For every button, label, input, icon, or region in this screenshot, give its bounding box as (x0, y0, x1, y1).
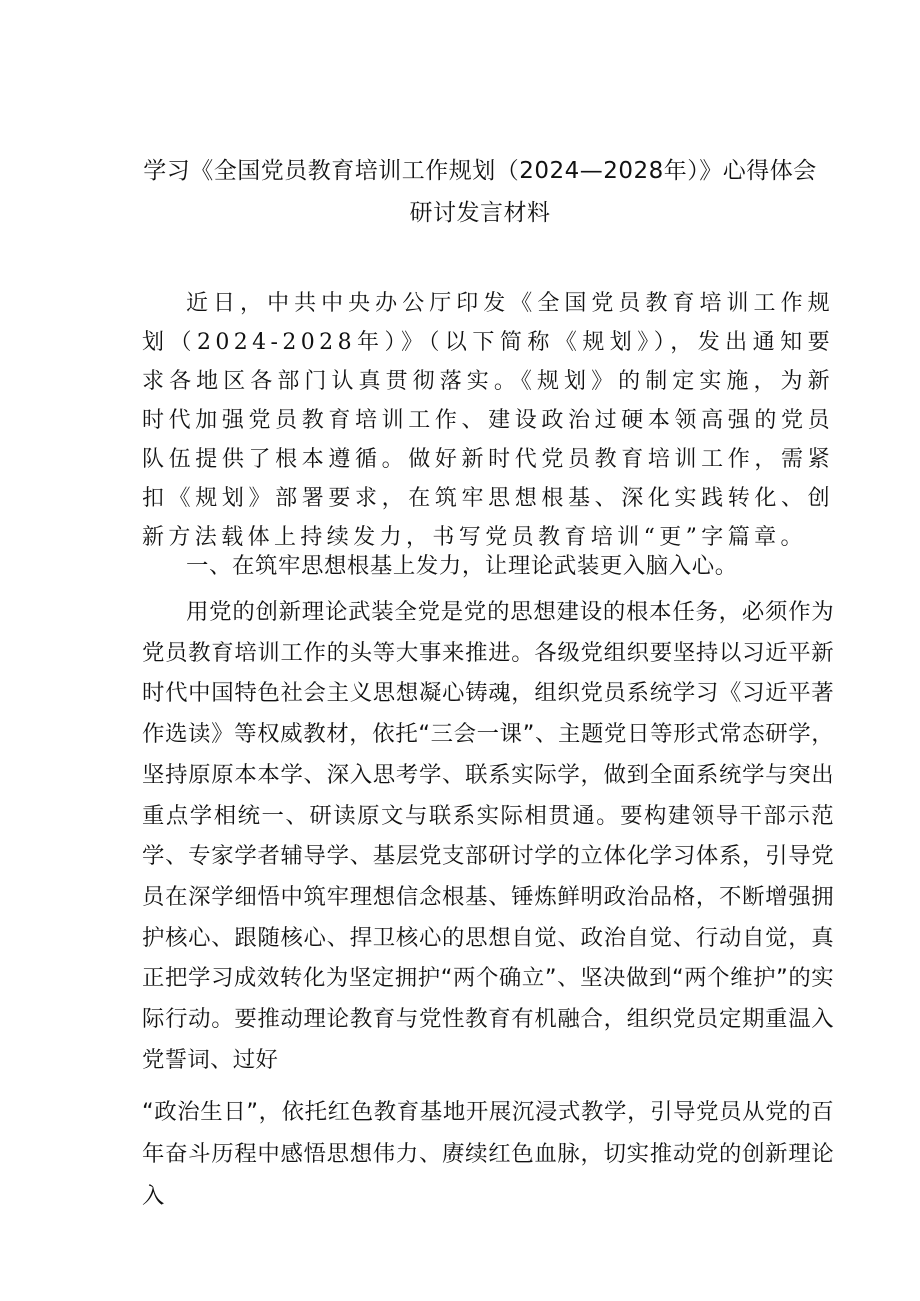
intro-paragraph: 近日，中共中央办公厅印发《全国党员教育培训工作规划（2024-2028年）》（以下简称《规划》），发出通知要求各地区各部门认真贯彻落实。《规划》的制定实施，为新时代加强党员教育培训工作、建设政治过硬本领高强的党员队伍提供了根本遵循。做好新时代党员教育培训工作，需紧扣《规划》部署要求，在筑牢思想根基、深化实践转化、创新方法载体上持续发力，书写党员教育培训“更”字篇章。 (142, 291, 834, 550)
document-subtitle: 研讨发言材料 (409, 200, 551, 226)
body-paragraph: 用党的创新理论武装全党是党的思想建设的根本任务，必须作为党员教育培训工作的头等大事来推进。各级党组织要坚持以习近平新时代中国特色社会主义思想凝心铸魂，组织党员系统学习《习近平著作选读》等权威教材，依托“三会一课”、主题党日等形式常态研学，坚持原原本本学、深入思考学、联系实际学，做到全面系统学与突出重点学相统一、研读原文与联系实际相贯通。要构建领导干部示范学、专家学者辅导学、基层党支部研讨学的立体化学习体系，引导党员在深学细悟中筑牢理想信念根基、锤炼鲜明政治品格，不断增强拥护核心、跟随核心、捍卫核心的思想自觉、政治自觉、行动自觉，真正把学习成效转化为坚定拥护“两个确立”、坚决做到“两个维护”的实际行动。要推动理论教育与党性教育有机融合，组织党员定期重温入党誓词、过好 (142, 599, 834, 1073)
section-heading: 一、在筑牢思想根基上发力，让理论武装更入脑入心。 (186, 553, 738, 579)
body-paragraph-continued: “政治生日”，依托红色教育基地开展沉浸式教学，引导党员从党的百年奋斗历程中感悟思想伟力、赓续红色血脉，切实推动党的创新理论入 (142, 1099, 834, 1209)
document-title: 学习《全国党员教育培训工作规划（2024—2028年）》心得体会 (143, 158, 817, 184)
